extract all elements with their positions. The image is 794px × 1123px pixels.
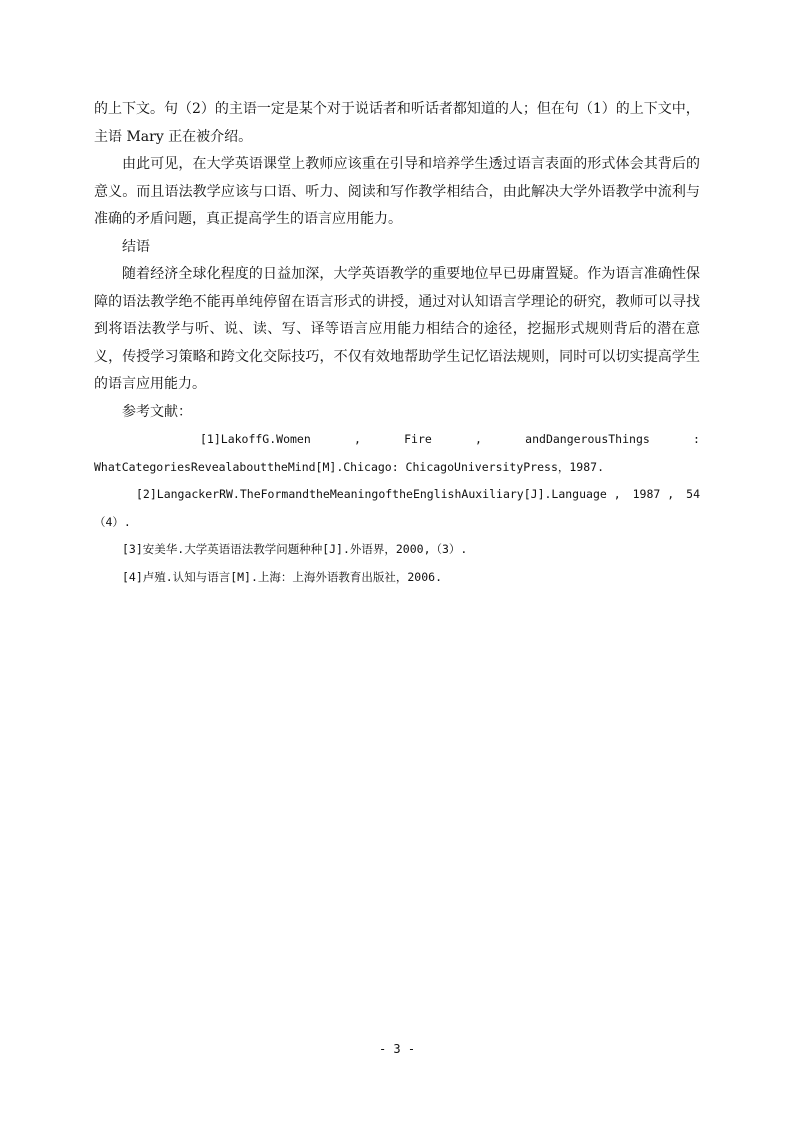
reference-part: , xyxy=(353,432,361,446)
reference-part: 1987 , xyxy=(632,487,675,501)
paragraph-continuation xyxy=(94,96,700,151)
section-heading-conclusion: 结语 xyxy=(122,238,150,255)
reference-2-line-2: （4）. xyxy=(94,514,131,529)
reference-2-line-1 xyxy=(94,481,700,509)
reference-2 xyxy=(94,481,700,536)
reference-part: Fire xyxy=(404,432,432,446)
reference-part: : xyxy=(693,432,700,446)
reference-part: andDangerousThings xyxy=(525,432,650,446)
reference-part: [1]LakoffG.Women xyxy=(200,432,311,446)
paragraph-conclusion: 随着经济全球化程度的日益加深，大学英语教学的重要地位早已毋庸置疑。作为语言准确性保障的语法教学绝不能再单纯停留在语言形式的讲授，通过对认知语言学理论的研究，教师可以寻找到将语法教学与听、说、读、写、译等语言应用能力相结合的途径，挖掘形式规则背后的潜在意义，传授学习策略和跨文化交际技巧，不仅有效地帮助学生记忆语法规则，同时可以切实提高学生的语言应用能力。 xyxy=(94,266,700,392)
reference-part: [2]LangackerRW.TheFormandtheMeaningoftheEnglishAuxiliary[J].Language , xyxy=(136,487,621,501)
page-content xyxy=(94,96,700,591)
reference-4: [4]卢殖.认知与语言[M].上海：上海外语教育出版社，2006. xyxy=(122,569,443,584)
reference-1-line-2: WhatCategoriesRevealabouttheMind[M].Chicago: ChicagoUniversityPress，1987. xyxy=(94,459,604,474)
paragraph-line: 主语 Mary 正在被介绍。 xyxy=(94,128,253,145)
page-number: - 3 - xyxy=(378,1042,416,1056)
reference-3: [3]安美华.大学英语语法教学问题种种[J].外语界，2000,（3）. xyxy=(122,542,468,556)
reference-1-line-1 xyxy=(94,426,700,454)
reference-part: 54 xyxy=(686,487,700,501)
section-heading-references: 参考文献： xyxy=(122,403,192,420)
paragraph-conclusion-intro: 由此可见，在大学英语课堂上教师应该重在引导和培养学生透过语言表面的形式体会其背后的意义。而且语法教学应该与口语、听力、阅读和写作教学相结合，由此解决大学外语教学中流利与准确的矛盾问题，真正提高学生的语言应用能力。 xyxy=(94,156,700,227)
paragraph-line: 的上下文。句（2）的主语一定是某个对于说话者和听话者都知道的人；但在句（1）的上下文中， xyxy=(94,101,700,117)
reference-part: , xyxy=(475,432,482,446)
reference-1 xyxy=(94,426,700,481)
